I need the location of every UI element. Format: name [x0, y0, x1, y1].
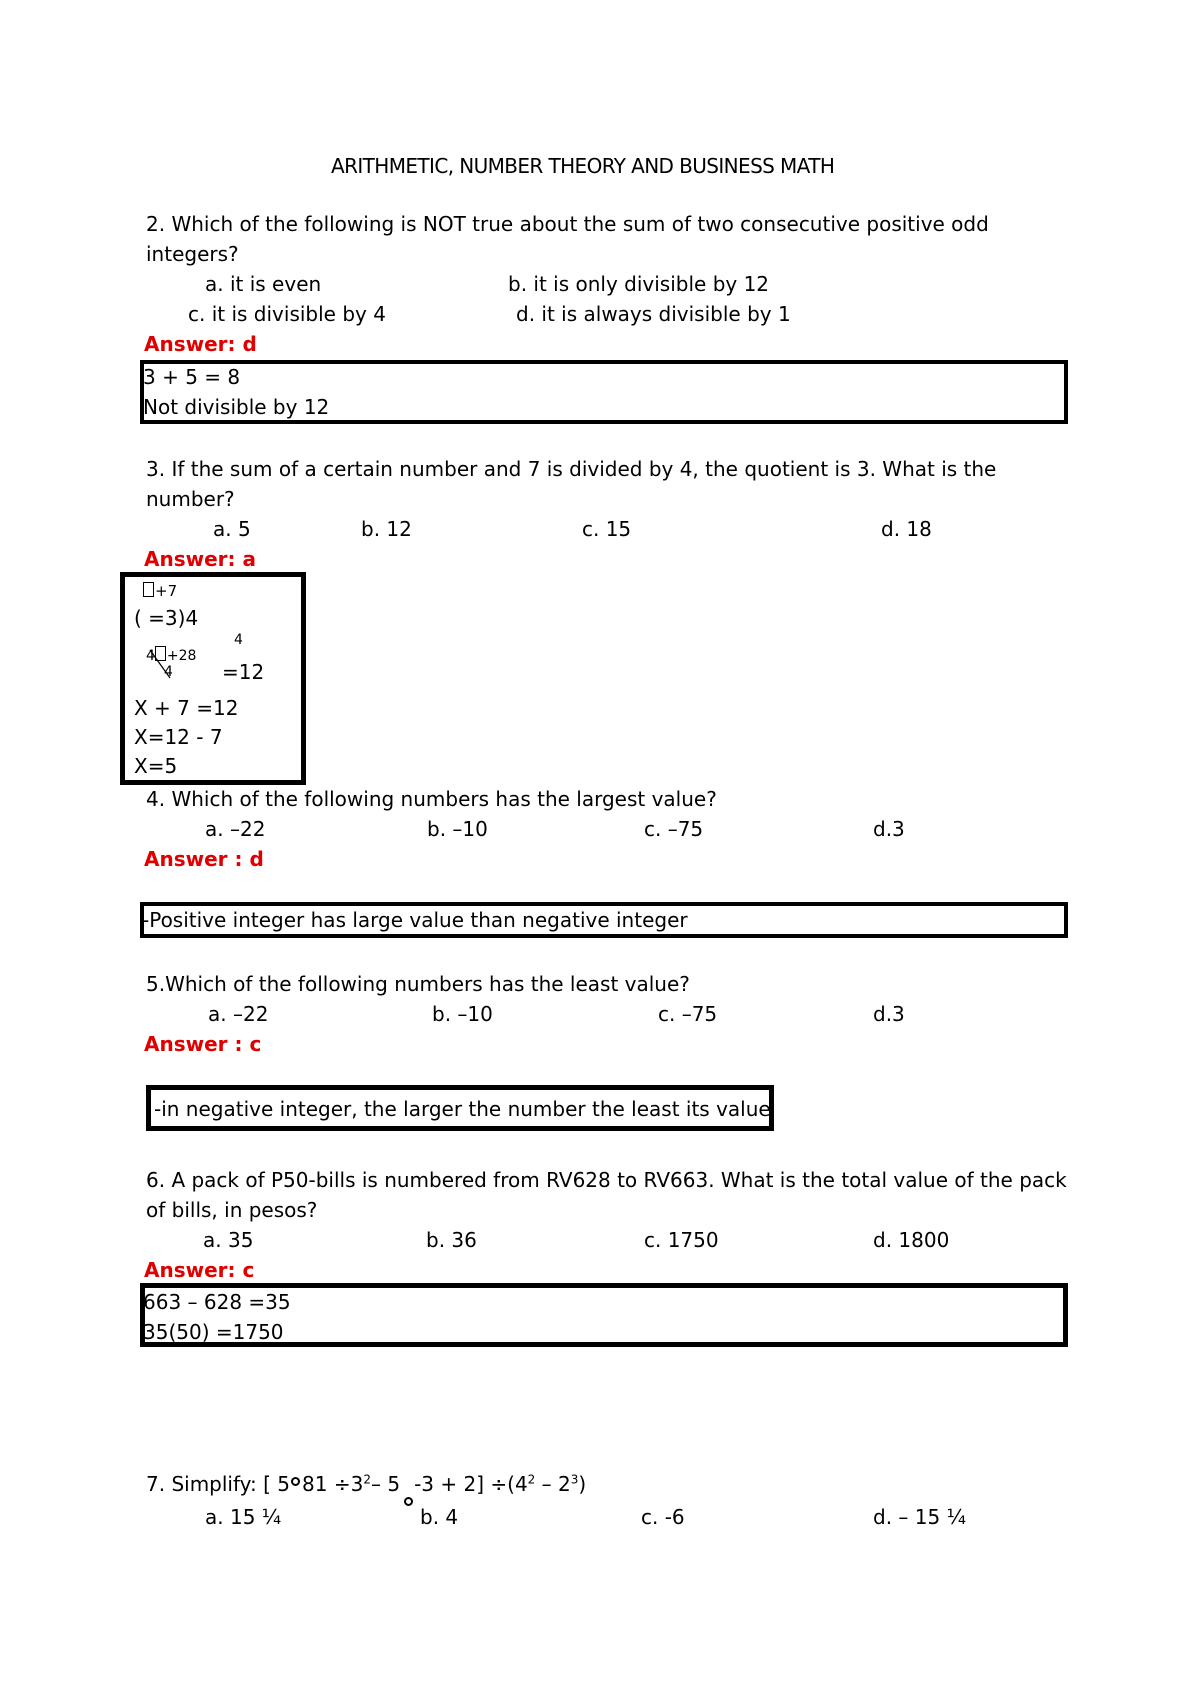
q2-option-b: b. it is only divisible by 12	[508, 272, 770, 296]
page-title: ARITHMETIC, NUMBER THEORY AND BUSINESS MATH	[331, 154, 835, 178]
q6-question-line2: of bills, in pesos?	[146, 1198, 318, 1222]
q3-question-line2: number?	[146, 487, 235, 511]
q3-frac-numerator: +7	[143, 582, 177, 600]
q7-question: 7. Simplify: [ 5 $81 \div 3^2-$ 5 $-3 + 2] \div(4^2 - 2^3)$	[146, 1472, 586, 1496]
q2-question-line1: 2. Which of the following is NOT true about the sum of two consecutive positive odd	[146, 212, 989, 236]
q5-solution: -in negative integer, the larger the number the least its value	[154, 1097, 771, 1121]
q6-answer: Answer: c	[144, 1258, 255, 1282]
q4-option-a: a. –22	[205, 817, 266, 841]
q6-option-b: b. 36	[426, 1228, 477, 1252]
q5-option-a: a. –22	[208, 1002, 269, 1026]
q5-option-c: c. –75	[658, 1002, 718, 1026]
q5-answer: Answer : c	[144, 1032, 262, 1056]
q2-option-a: a. it is even	[205, 272, 322, 296]
q2-solution-line1: 3 + 5 = 8	[143, 365, 241, 389]
q6-solution-line2: 35(50) =1750	[143, 1320, 284, 1344]
q5-option-b: b. –10	[432, 1002, 493, 1026]
q7-option-d: d. – 15 ¼	[873, 1505, 966, 1529]
q3-frac2-numerator: 4 +28	[146, 648, 197, 664]
q5-question: 5.Which of the following numbers has the least value?	[146, 972, 690, 996]
q4-question: 4. Which of the following numbers has the largest value?	[146, 787, 717, 811]
q7-option-a: a. 15 ¼	[205, 1505, 282, 1529]
q3-equation-paren: ( =3)4	[134, 606, 199, 630]
q6-question-line1: 6. A pack of P50-bills is numbered from RV628 to RV663. What is the total value of the pack	[146, 1168, 1067, 1192]
q6-option-c: c. 1750	[644, 1228, 719, 1252]
q3-question-line1: 3. If the sum of a certain number and 7 is divided by 4, the quotient is 3. What is the	[146, 457, 997, 481]
q5-option-d: d.3	[873, 1002, 905, 1026]
q6-solution-line1: 663 – 628 =35	[143, 1290, 291, 1314]
q2-option-c: c. it is divisible by 4	[188, 302, 386, 326]
q6-option-d: d. 1800	[873, 1228, 950, 1252]
q4-option-c: c. –75	[644, 817, 704, 841]
q3-eq-twelve: =12	[222, 660, 265, 684]
q3-answer: Answer: a	[144, 547, 256, 571]
q3-option-d: d. 18	[881, 517, 932, 541]
q3-denominator-four: 4	[234, 632, 243, 648]
q2-solution-line2: Not divisible by 12	[143, 395, 330, 419]
q2-option-d: d. it is always divisible by 1	[516, 302, 791, 326]
q7-option-b: b. 4	[420, 1505, 459, 1529]
q4-answer: Answer : d	[144, 847, 264, 871]
q4-option-b: b. –10	[427, 817, 488, 841]
q3-solution-line3: X + 7 =12	[134, 696, 239, 720]
q3-option-c: c. 15	[582, 517, 632, 541]
q3-frac2-denominator: 4	[164, 664, 173, 680]
q3-solution-line5: X=5	[134, 754, 178, 778]
q3-solution-line4: X=12 - 7	[134, 725, 223, 749]
q7-option-c: c. -6	[641, 1505, 685, 1529]
placeholder-glyph-icon	[143, 582, 154, 597]
slash-mark	[148, 648, 178, 682]
q3-option-a: a. 5	[213, 517, 251, 541]
q4-solution: -Positive integer has large value than negative integer	[142, 908, 688, 932]
q2-answer: Answer: d	[144, 332, 257, 356]
q6-option-a: a. 35	[203, 1228, 254, 1252]
q3-option-b: b. 12	[361, 517, 412, 541]
q4-option-d: d.3	[873, 817, 905, 841]
q2-question-line2: integers?	[146, 242, 239, 266]
